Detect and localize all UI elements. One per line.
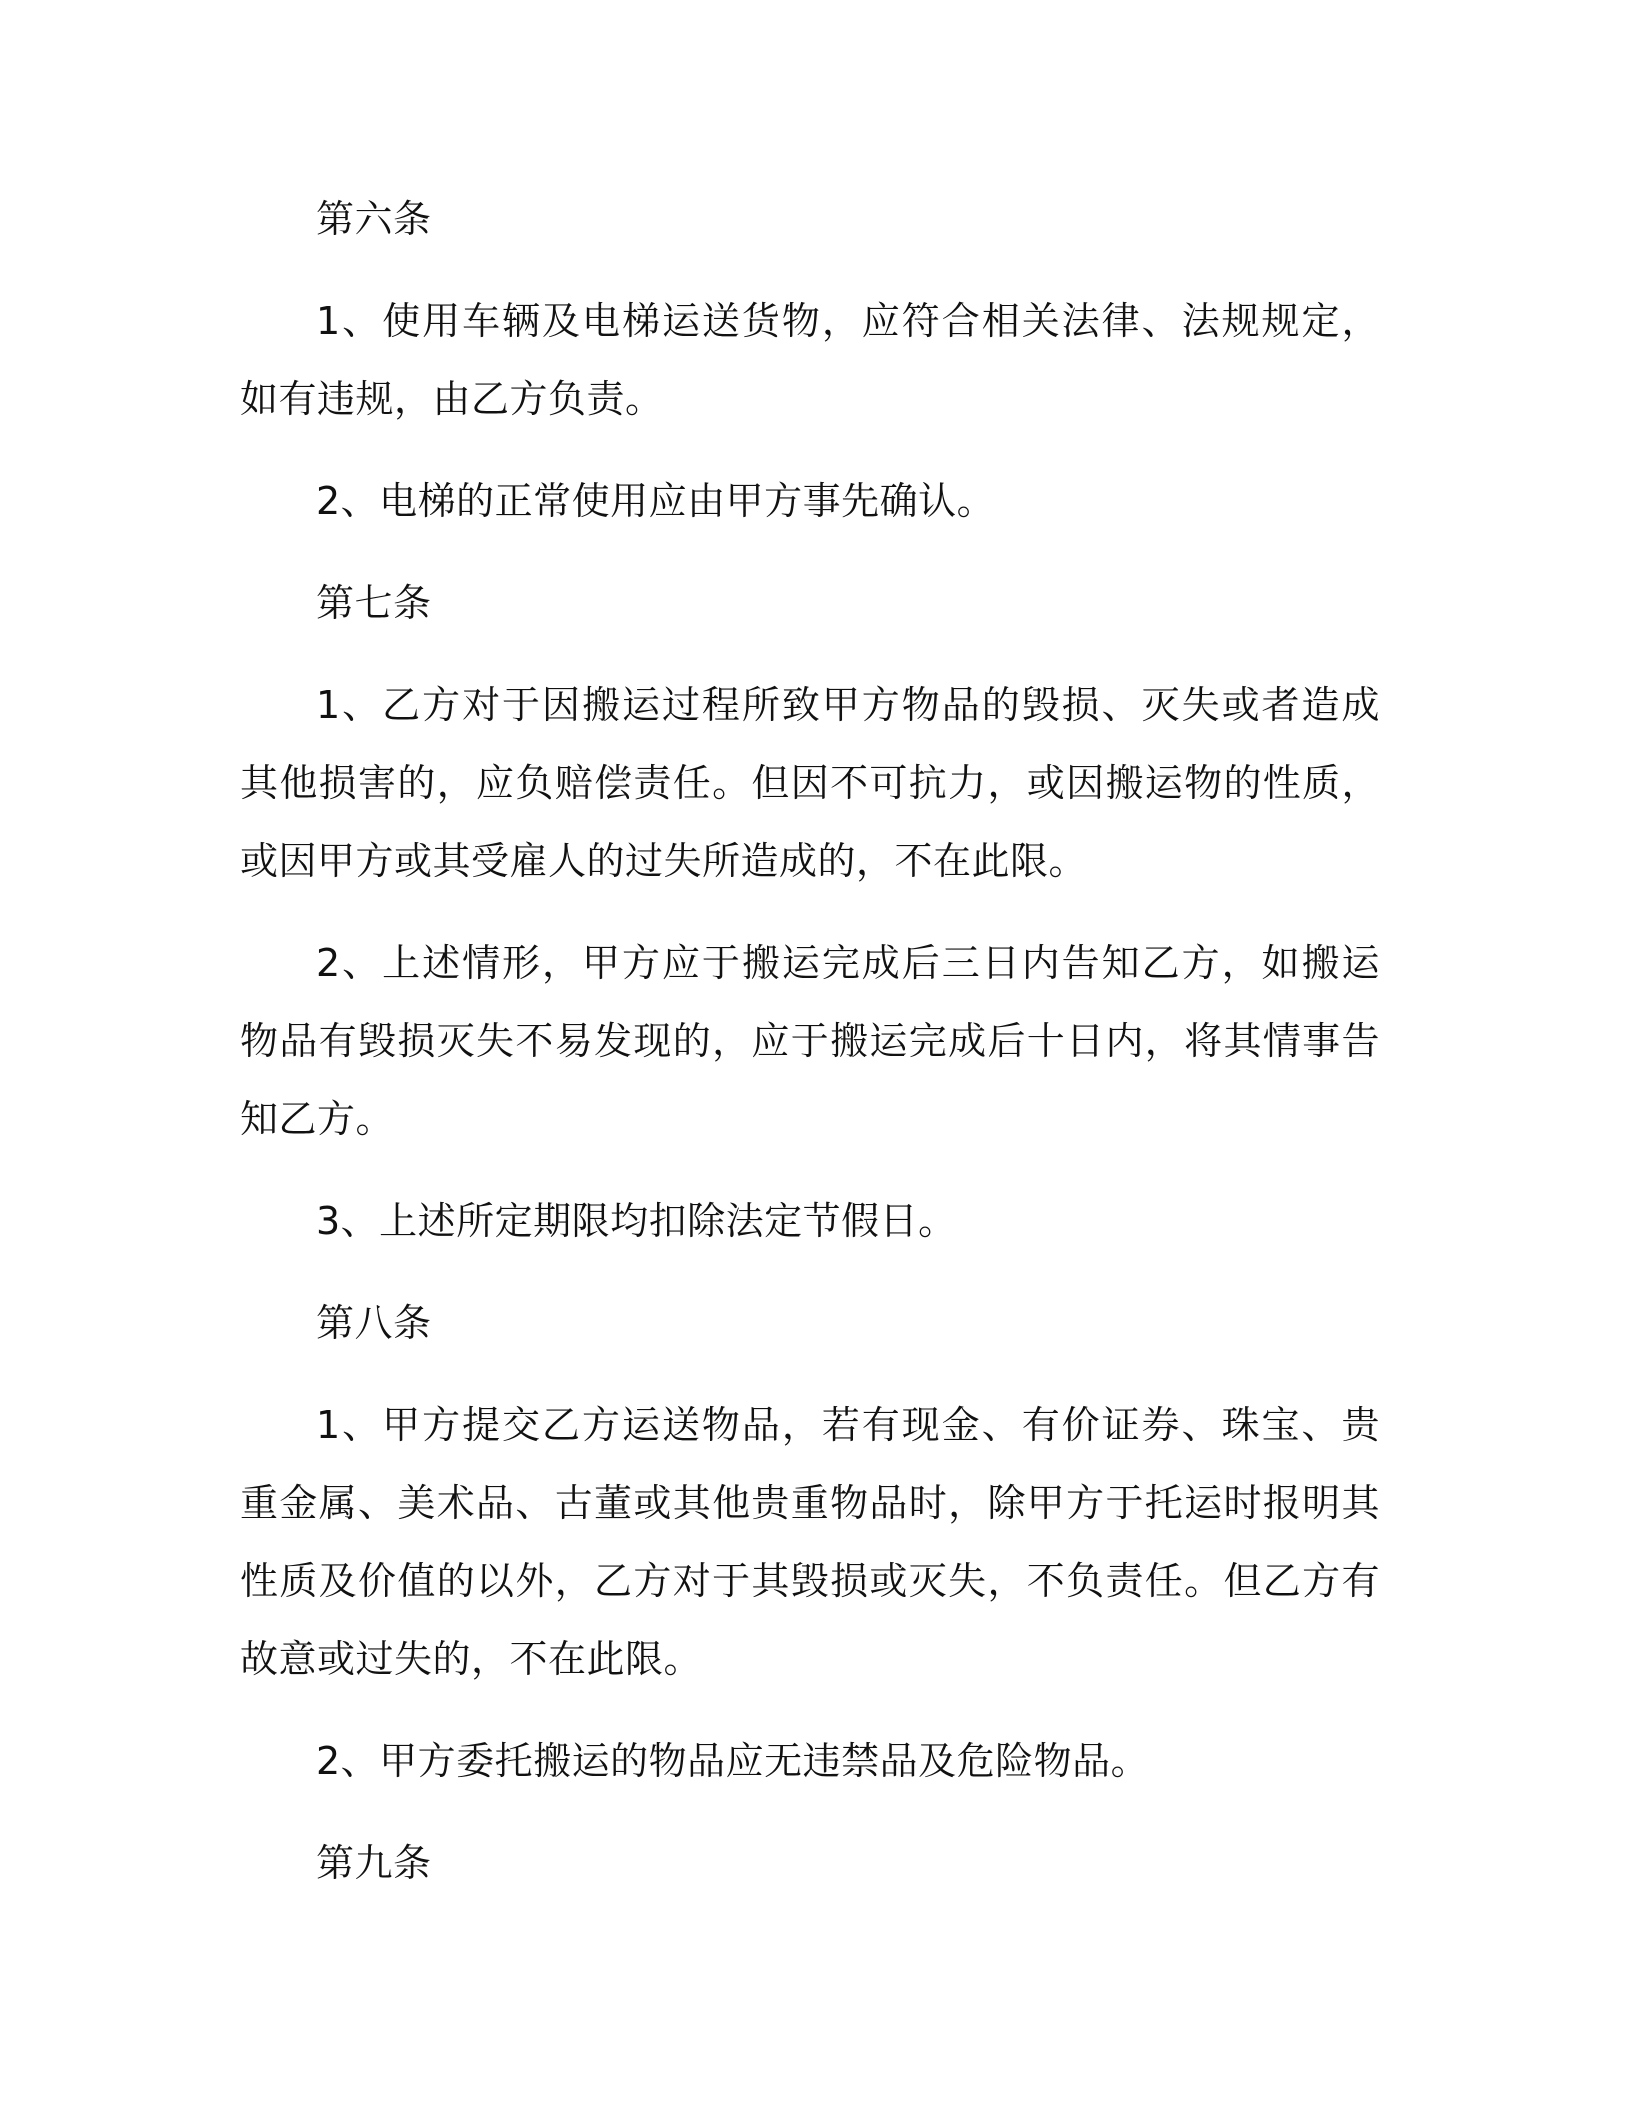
article-8-clause-2: 2、甲方委托搬运的物品应无违禁品及危险物品。	[316, 1739, 1150, 1783]
article-7-clause-2: 2、上述情形，甲方应于搬运完成后三日内告知乙方，如搬运物品有毁损灭失不易发现的，应于搬运完成后十日内，将其情事告知乙方。	[240, 941, 1380, 1141]
document-body	[240, 180, 1380, 1926]
article-6-clause-1: 1、使用车辆及电梯运送货物，应符合相关法律、法规规定，如有违规，由乙方负责。	[240, 299, 1380, 421]
article-9-heading: 第九条	[316, 1841, 432, 1885]
article-7-clause-1: 1、乙方对于因搬运过程所致甲方物品的毁损、灭失或者造成其他损害的，应负赔偿责任。但因不可抗力，或因搬运物的性质，或因甲方或其受雇人的过失所造成的，不在此限。	[240, 683, 1380, 883]
article-8-clause-1: 1、甲方提交乙方运送物品，若有现金、有价证券、珠宝、贵重金属、美术品、古董或其他贵重物品时，除甲方于托运时报明其性质及价值的以外，乙方对于其毁损或灭失，不负责任。但乙方有故意或过失的，不在此限。	[240, 1403, 1380, 1681]
article-7-clause-3: 3、上述所定期限均扣除法定节假日。	[316, 1199, 957, 1243]
article-7-heading: 第七条	[316, 581, 432, 625]
article-8-heading: 第八条	[316, 1301, 432, 1345]
article-6-clause-2: 2、电梯的正常使用应由甲方事先确认。	[316, 479, 996, 523]
article-6-heading: 第六条	[316, 197, 432, 241]
